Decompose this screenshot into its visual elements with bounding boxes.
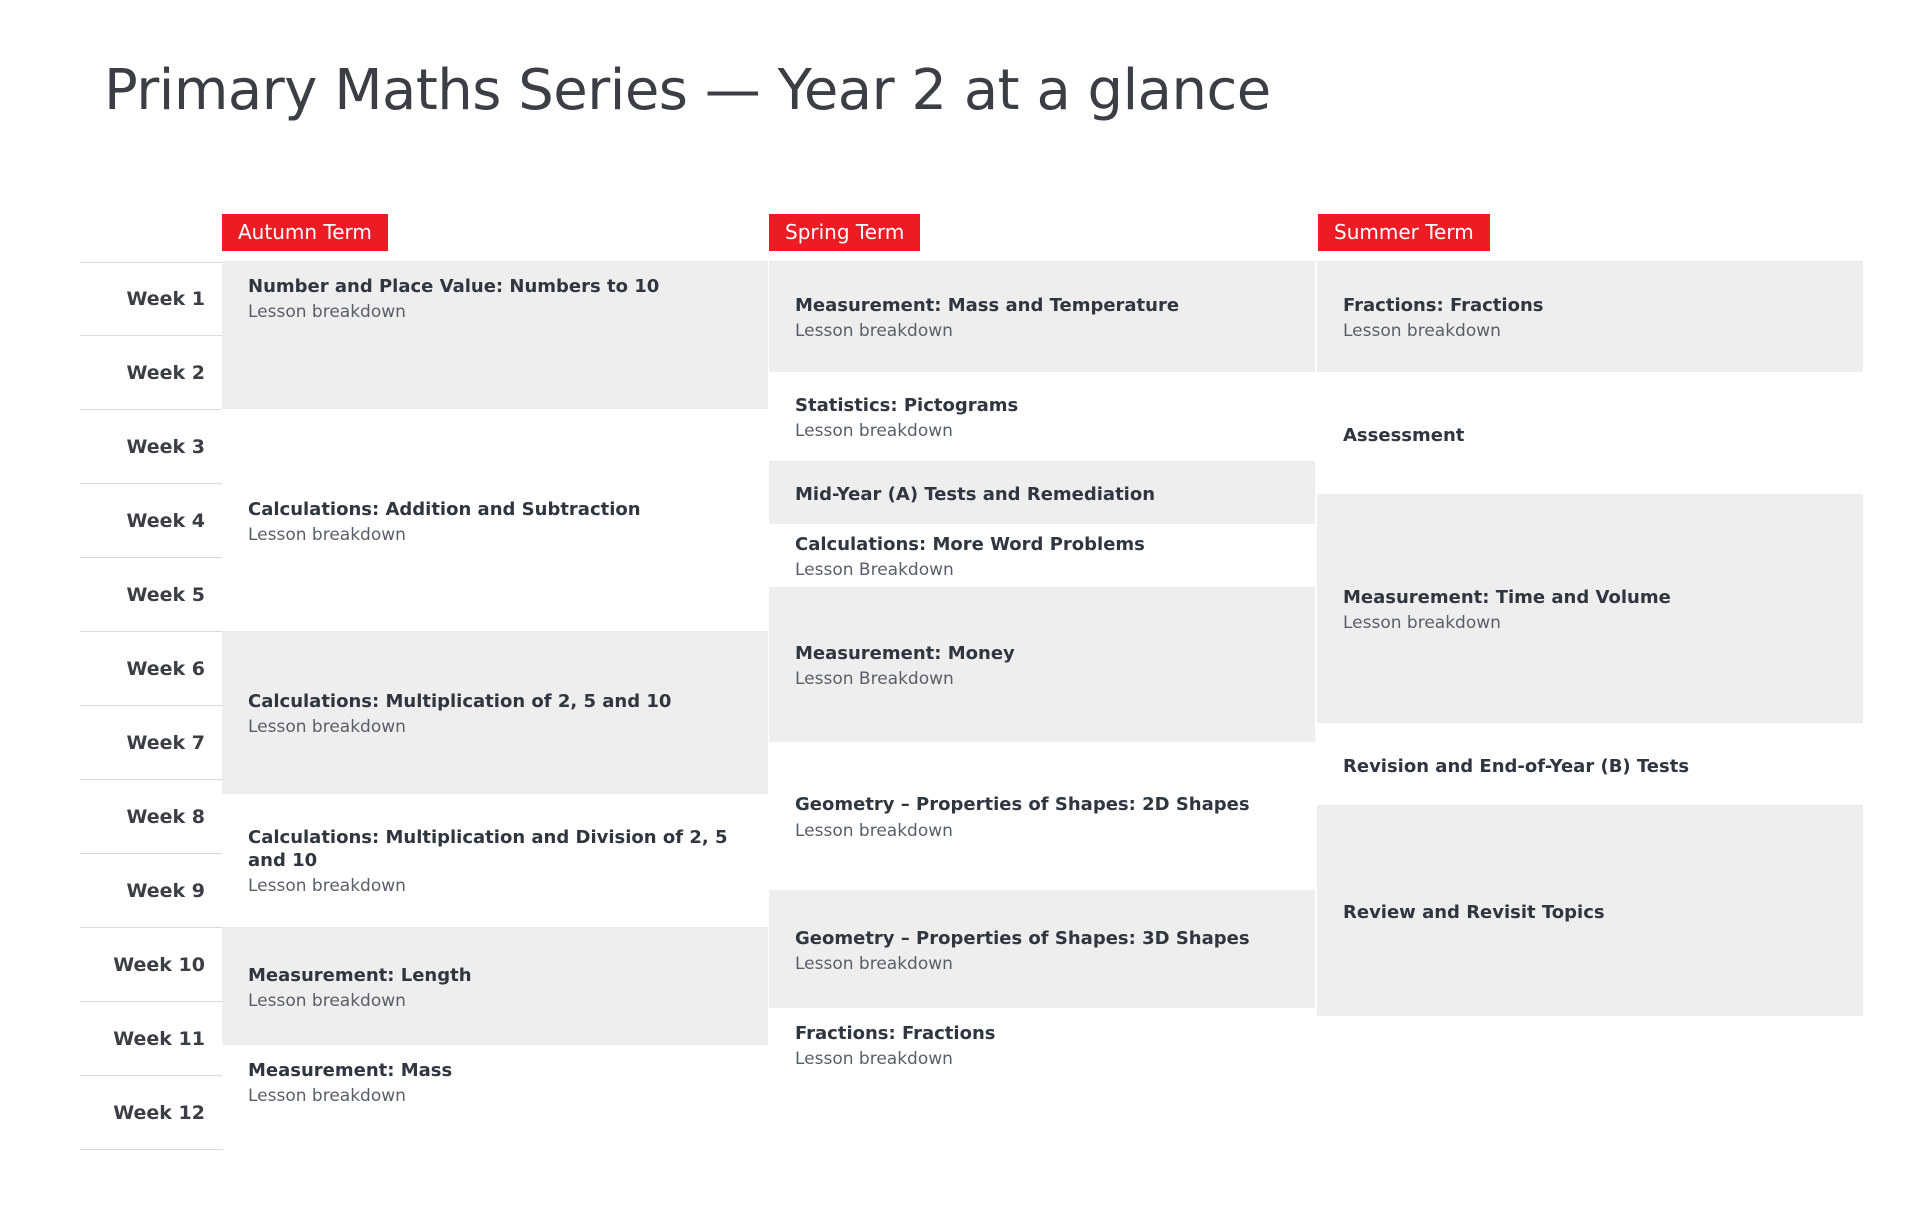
block-subtitle[interactable]: Lesson Breakdown <box>795 668 954 689</box>
curriculum-block <box>769 890 1315 1008</box>
block-subtitle[interactable]: Lesson breakdown <box>795 321 953 342</box>
week-label: Week 3 <box>80 410 223 484</box>
curriculum-block <box>769 587 1315 742</box>
block-subtitle[interactable]: Lesson Breakdown <box>795 559 954 580</box>
block-title: Review and Revisit Topics <box>1343 901 1605 923</box>
week-label: Week 7 <box>80 706 223 780</box>
week-label: Week 5 <box>80 558 223 632</box>
term-header-summer: Summer Term <box>1318 214 1490 251</box>
block-title: Calculations: More Word Problems <box>795 533 1145 555</box>
block-subtitle[interactable]: Lesson breakdown <box>795 420 953 441</box>
block-subtitle[interactable]: Lesson breakdown <box>248 1086 406 1107</box>
block-subtitle[interactable]: Lesson breakdown <box>248 716 406 737</box>
block-title: Geometry – Properties of Shapes: 2D Shapes <box>795 794 1250 816</box>
block-title: Revision and End-of-Year (B) Tests <box>1343 755 1690 777</box>
block-subtitle[interactable]: Lesson breakdown <box>1343 613 1501 634</box>
block-subtitle[interactable]: Lesson breakdown <box>795 953 953 974</box>
term-column-spring <box>769 261 1315 1112</box>
curriculum-block <box>769 461 1315 524</box>
block-subtitle[interactable]: Lesson breakdown <box>795 1049 953 1070</box>
week-label: Week 4 <box>80 484 223 558</box>
block-title: Number and Place Value: Numbers to 10 <box>248 276 660 297</box>
week-label: Week 8 <box>80 780 223 854</box>
curriculum-block <box>222 927 768 1045</box>
block-title: Fractions: Fractions <box>1343 295 1544 317</box>
week-label: Week 9 <box>80 854 223 928</box>
curriculum-block <box>222 409 768 631</box>
block-subtitle[interactable]: Lesson breakdown <box>1343 321 1501 342</box>
curriculum-block <box>1317 494 1863 723</box>
block-title: Mid-Year (A) Tests and Remediation <box>795 483 1156 505</box>
block-title: Measurement: Mass and Temperature <box>795 295 1180 317</box>
block-title: Measurement: Time and Volume <box>1343 587 1671 609</box>
block-title: Calculations: Multiplication of 2, 5 and 10 <box>248 690 672 712</box>
block-subtitle[interactable]: Lesson breakdown <box>248 990 406 1011</box>
curriculum-block <box>222 1045 768 1149</box>
page-title: Primary Maths Series — Year 2 at a glance <box>104 58 1271 123</box>
curriculum-block <box>1317 723 1863 804</box>
curriculum-block <box>1317 261 1863 372</box>
block-title: Calculations: Addition and Subtraction <box>248 498 641 520</box>
block-subtitle[interactable]: Lesson breakdown <box>248 524 406 545</box>
term-column-autumn <box>222 261 768 1149</box>
week-label: Week 1 <box>80 262 223 336</box>
curriculum-block <box>1317 805 1863 1016</box>
week-label: Week 2 <box>80 336 223 410</box>
curriculum-block <box>222 794 768 927</box>
curriculum-block <box>222 261 768 409</box>
week-label: Week 12 <box>80 1076 223 1150</box>
curriculum-block <box>769 261 1315 372</box>
block-title: Calculations: Multiplication and Division of 2, 5 and 10 <box>248 827 728 872</box>
curriculum-block <box>222 631 768 794</box>
block-title: Measurement: Money <box>795 642 1015 664</box>
block-subtitle[interactable]: Lesson breakdown <box>795 820 953 841</box>
block-subtitle[interactable]: Lesson breakdown <box>248 876 406 897</box>
week-label: Week 11 <box>80 1002 223 1076</box>
term-header-autumn: Autumn Term <box>222 214 388 251</box>
block-title: Measurement: Length <box>248 964 472 986</box>
block-title: Assessment <box>1343 424 1465 446</box>
week-label: Week 6 <box>80 632 223 706</box>
curriculum-block <box>769 372 1315 461</box>
curriculum-block <box>1317 372 1863 494</box>
curriculum-block <box>769 742 1315 890</box>
block-title: Geometry – Properties of Shapes: 3D Shapes <box>795 927 1250 949</box>
block-title: Measurement: Mass <box>248 1060 453 1082</box>
term-column-summer <box>1317 261 1863 1016</box>
week-label-column <box>80 262 223 1150</box>
curriculum-block <box>769 1008 1315 1112</box>
curriculum-block <box>769 524 1315 587</box>
week-label: Week 10 <box>80 928 223 1002</box>
block-title: Fractions: Fractions <box>795 1023 996 1045</box>
term-header-spring: Spring Term <box>769 214 920 251</box>
block-subtitle[interactable]: Lesson breakdown <box>248 302 406 323</box>
block-title: Statistics: Pictograms <box>795 394 1019 416</box>
